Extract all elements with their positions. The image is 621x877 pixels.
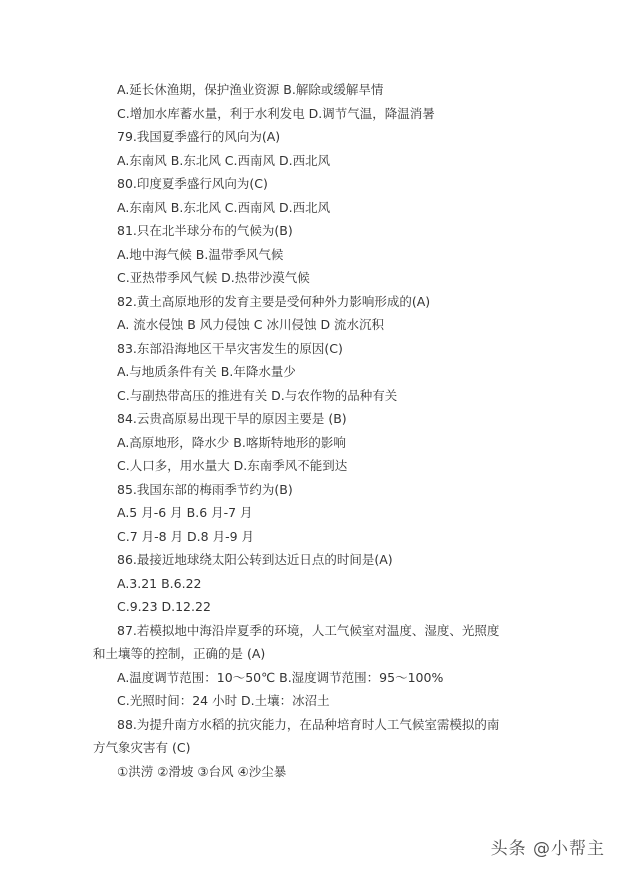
text-line: 86.最接近地球绕太阳公转到达近日点的时间是(A) xyxy=(117,552,393,567)
text-line: 79.我国夏季盛行的风向为(A) xyxy=(117,129,281,144)
text-line: C.9.23 D.12.22 xyxy=(117,599,211,614)
text-line: ①洪涝 ②滑坡 ③台风 ④沙尘暴 xyxy=(117,763,287,779)
text-line: A.5 月-6 月 B.6 月-7 月 xyxy=(117,505,253,520)
text-line: 87.若模拟地中海沿岸夏季的环境，人工气候室对温度、湿度、光照度 xyxy=(117,622,500,638)
text-line: 85.我国东部的梅雨季节约为(B) xyxy=(117,481,293,497)
text-line: 83.东部沿海地区干旱灾害发生的原因(C) xyxy=(117,340,343,356)
text-line: A.高原地形，降水少 B.喀斯特地形的影响 xyxy=(117,434,346,450)
text-line: C.7 月-8 月 D.8 月-9 月 xyxy=(117,528,254,544)
document-content xyxy=(93,78,523,783)
text-line: 88.为提升南方水稻的抗灾能力，在品种培育时人工气候室需模拟的南 xyxy=(117,716,500,732)
text-line: C.人口多，用水量大 D.东南季风不能到达 xyxy=(117,458,348,473)
text-line: A.温度调节范围：10～50℃ B.湿度调节范围：95～100% xyxy=(117,669,444,685)
text-line: 和土壤等的控制，正确的是 (A) xyxy=(93,646,266,661)
text-line: 84.云贵高原易出现干旱的原因主要是 (B) xyxy=(117,411,347,426)
text-line: 81.只在北半球分布的气候为(B) xyxy=(117,223,293,238)
text-line: C.光照时间：24 小时 D.土壤：冰沼土 xyxy=(117,693,330,708)
text-line: A.延长休渔期，保护渔业资源 B.解除或缓解旱情 xyxy=(117,82,384,97)
text-line: A.东南风 B.东北风 C.西南风 D.西北风 xyxy=(117,199,331,215)
watermark: 头条 @小帮主 xyxy=(490,839,605,859)
text-line: A.3.21 B.6.22 xyxy=(117,575,202,591)
text-line: 82.黄土高原地形的发育主要是受何种外力影响形成的(A) xyxy=(117,293,431,309)
text-line: 80.印度夏季盛行风向为(C) xyxy=(117,176,268,191)
text-line: A.东南风 B.东北风 C.西南风 D.西北风 xyxy=(117,152,331,168)
text-line: A.地中海气候 B.温带季风气候 xyxy=(117,246,284,262)
text-line: C.与副热带高压的推进有关 D.与农作物的品种有关 xyxy=(117,387,398,403)
text-line: C.增加水库蓄水量，利于水利发电 D.调节气温，降温消暑 xyxy=(117,105,435,121)
text-line: A.与地质条件有关 B.年降水量少 xyxy=(117,364,296,379)
text-line: C.亚热带季风气候 D.热带沙漠气候 xyxy=(117,270,310,285)
text-line: A. 流水侵蚀 B 风力侵蚀 C 冰川侵蚀 D 流水沉积 xyxy=(117,317,385,332)
text-line: 方气象灾害有 (C) xyxy=(93,740,191,755)
